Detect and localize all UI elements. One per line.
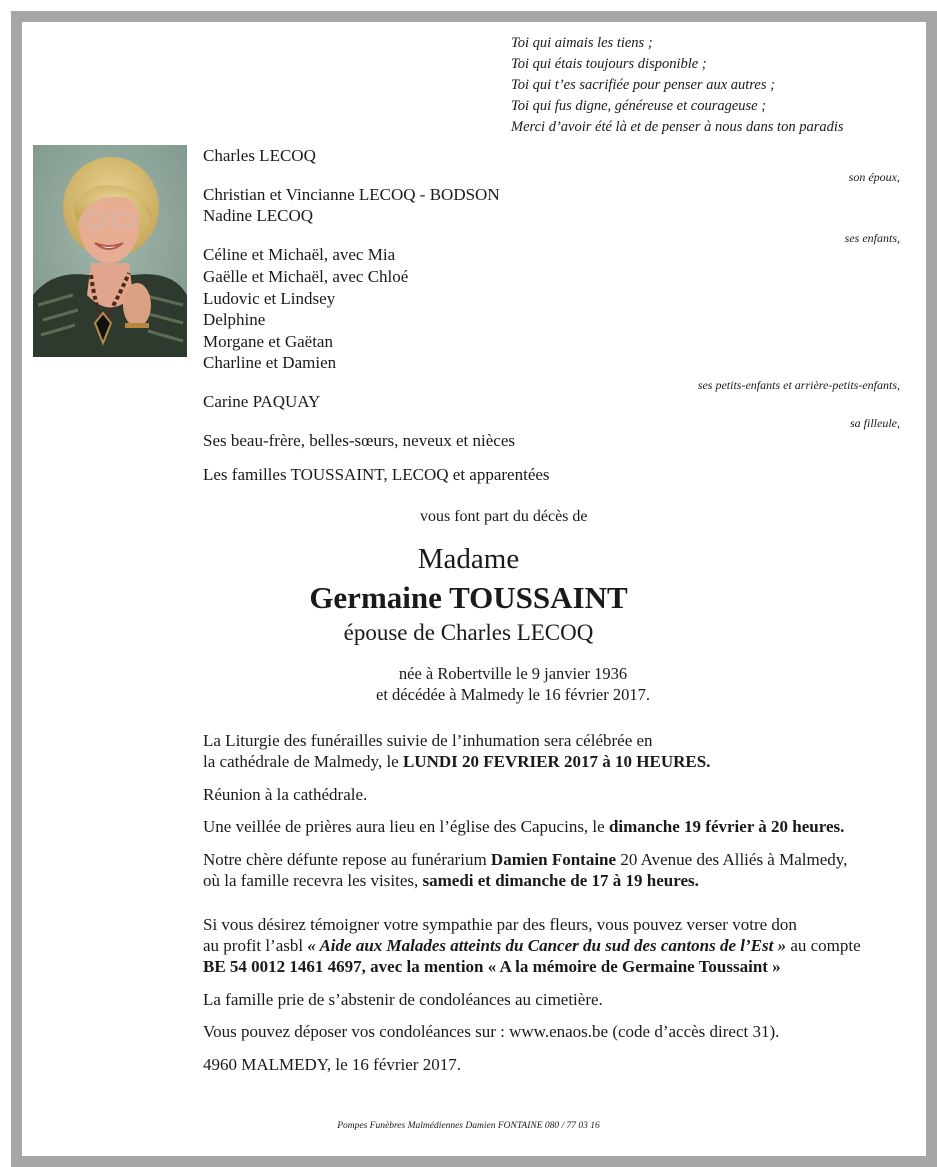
grandchild-name: Delphine [203, 310, 266, 329]
cemetery-note: La famille prie de s’abstenir de condoléances au cimetière. [203, 990, 603, 1009]
vigil-line [203, 816, 844, 837]
visits-line [203, 870, 699, 891]
grandchild-name: Gaëlle et Michaël, avec Chloé [203, 267, 409, 286]
spouse-role: son époux, [848, 170, 900, 184]
liturgy-line-2 [203, 751, 710, 772]
grandchild-name: Charline et Damien [203, 353, 337, 372]
poem-line: Toi qui fus digne, généreuse et courageuse ; [511, 98, 767, 114]
donation-line-2 [203, 935, 861, 956]
donation-text: au profit l’asbl [203, 936, 308, 955]
child-name: Nadine LECOQ [203, 206, 314, 225]
death-line: et décédée à Malmedy le 16 février 2017. [376, 685, 650, 704]
donation-line-1: Si vous désirez témoigner votre sympathie par des fleurs, vous pouvez verser votre don [203, 915, 797, 934]
funeral-datetime: LUNDI 20 FEVRIER 2017 à 10 HEURES. [402, 752, 711, 771]
announcement-intro: vous font part du décès de [420, 508, 588, 525]
goddaughter-role: sa filleule, [850, 416, 900, 430]
visits-text: où la famille recevra les visites, [203, 871, 423, 890]
spouse-name: Charles LECOQ [203, 146, 316, 165]
vigil-text: Une veillée de prières aura lieu en l’église des Capucins, le [203, 817, 609, 836]
rest-line [203, 849, 847, 870]
deceased-name: Germaine TOUSSAINT [309, 580, 628, 615]
children-role: ses enfants, [844, 231, 900, 245]
grandchild-name: Céline et Michaël, avec Mia [203, 245, 396, 264]
spouse-line: épouse de Charles LECOQ [343, 620, 594, 645]
birth-line: née à Robertville le 9 janvier 1936 [398, 664, 628, 683]
goddaughter-name: Carine PAQUAY [203, 392, 321, 411]
funeral-home-name: Damien Fontaine [490, 850, 617, 869]
bank-account-line: BE 54 0012 1461 4697, avec la mention « A la mémoire de Germaine Toussaint » [203, 957, 781, 976]
place-date: 4960 MALMEDY, le 16 février 2017. [203, 1055, 461, 1074]
charity-name: « Aide aux Malades atteints du Cancer du sud des cantons de l’Est » [307, 936, 787, 955]
portrait-illustration [33, 145, 187, 357]
in-laws-line: Ses beau-frère, belles-sœurs, neveux et nièces [203, 431, 516, 450]
deceased-title: Madame [417, 543, 520, 575]
footer-funeral-home: Pompes Funèbres Malmédiennes Damien FONTAINE 080 / 77 03 16 [337, 1121, 600, 1131]
child-name: Christian et Vincianne LECOQ - BODSON [203, 185, 500, 204]
poem-line: Toi qui t’es sacrifiée pour penser aux autres ; [511, 77, 775, 93]
grandchild-name: Ludovic et Lindsey [203, 289, 336, 308]
funeral-home-address: 20 Avenue des Alliés à Malmedy, [616, 850, 848, 869]
grandchildren-role: ses petits-enfants et arrière-petits-enfants, [697, 378, 900, 392]
grandchild-name: Morgane et Gaëtan [203, 332, 333, 351]
poem [511, 33, 844, 138]
visits-hours: samedi et dimanche de 17 à 19 heures. [422, 871, 699, 890]
poem-line: Merci d’avoir été là et de penser à nous dans ton paradis [511, 119, 844, 135]
families-line: Les familles TOUSSAINT, LECOQ et apparentées [203, 465, 550, 484]
donation-text-suffix: au compte [786, 936, 861, 955]
vigil-datetime: dimanche 19 février à 20 heures. [608, 817, 845, 836]
online-condolences: Vous pouvez déposer vos condoléances sur : www.enaos.be (code d’accès direct 31). [203, 1022, 780, 1041]
poem-line: Toi qui étais toujours disponible ; [511, 56, 707, 72]
liturgy-line-1: La Liturgie des funérailles suivie de l’inhumation sera célébrée en [203, 731, 653, 750]
portrait-photo [33, 145, 187, 357]
poem-line: Toi qui aimais les tiens ; [511, 35, 653, 51]
liturgy-text: la cathédrale de Malmedy, le [203, 752, 403, 771]
rest-text: Notre chère défunte repose au funérarium [203, 850, 491, 869]
meeting-line: Réunion à la cathédrale. [203, 785, 368, 804]
